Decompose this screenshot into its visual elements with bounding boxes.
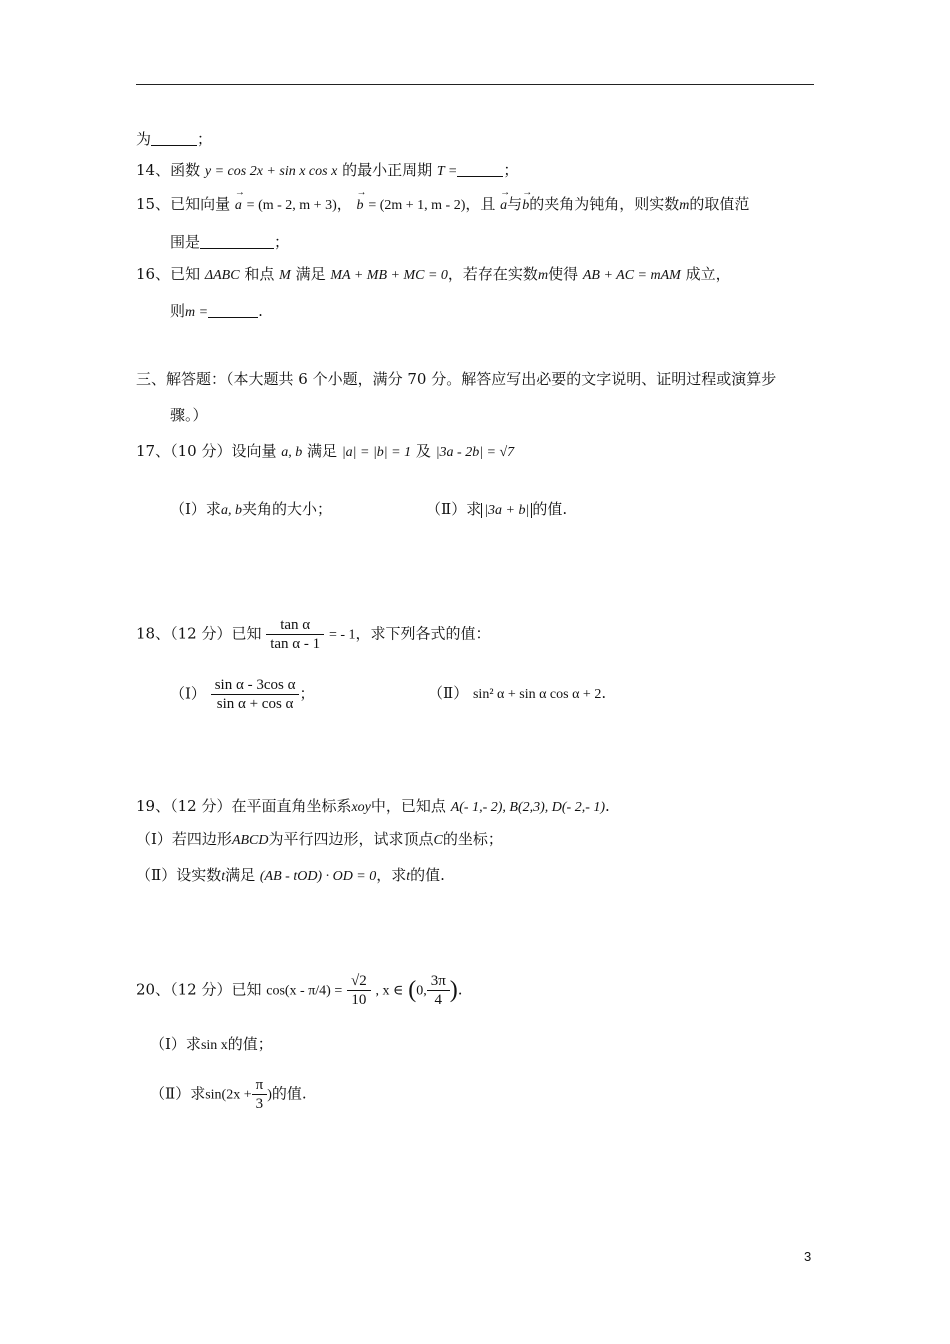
vector-a: → a <box>235 198 242 215</box>
q14-expression: y = cos 2x + sin x cos x <box>204 164 338 179</box>
vector-b-ref: → b <box>522 198 529 215</box>
question-15-line2: 围是 ； <box>170 233 290 251</box>
vector-a-ref: → a <box>500 198 507 215</box>
q20-cos-expression: cos(x - π/4) = <box>266 983 343 999</box>
q20-pi-fraction: $\frac{\pi}{3}$ <box>252 1076 268 1113</box>
question-17-part-2: （Ⅱ）求 |3a + b| 的值. <box>426 500 568 518</box>
answer-blank-13 <box>151 131 197 146</box>
question-19-part-2: （Ⅱ）设实数t满足 (AB - tOD) · OD = 0，求t的值. <box>136 866 445 884</box>
section-3-heading-line2: 骤。） <box>170 406 208 424</box>
answer-blank-14 <box>457 162 503 177</box>
q15-b-expression: = (2m + 1, m - 2) <box>368 198 466 213</box>
q17-condition-1: |a| = |b| = 1 <box>341 445 412 460</box>
question-20: 20、（12 分）已知 cos(x - π/4) = $\frac{√2}{10}$ , x ∈ (0, $\frac{3\pi}{4}$ ). <box>136 973 463 1008</box>
continued-line: 为 ； <box>136 130 213 148</box>
answer-blank-16 <box>208 303 258 318</box>
q18-part2-expression: sin² α + sin α cos α + 2 <box>472 687 602 702</box>
q19-dot-product: (AB - tOD) · OD = 0 <box>259 869 377 884</box>
section-3-heading: 三、解答题：（本大题共 6 个小题，满分 70 分。解答应写出必要的文字说明、证明过程或演算步 <box>136 370 777 388</box>
q19-points: A(- 1,- 2), B(2,3), D(- 2,- 1) <box>450 800 606 815</box>
q20-sin-x: sin x <box>200 1038 228 1053</box>
q17-abs-expression: |3a + b| <box>481 503 532 518</box>
q18-part1-fraction: $\frac{\text{sin α - 3cos α}}{\text{sin α + cos α}}$ <box>211 676 300 713</box>
q17-condition-2: |3a - 2b| = √7 <box>435 445 515 460</box>
question-15: 15、已知向量 → a = (m - 2, m + 3)， → b = (2m + 1, m - 2)，且 → a与→ b的夹角为钝角，则实数m的取值范 <box>136 195 749 215</box>
question-20-part-1: （Ⅰ）求sin x的值； <box>150 1035 273 1053</box>
q15-a-expression: = (m - 2, m + 3) <box>246 198 337 213</box>
q18-fraction: $\frac{\text{tan α}}{\text{tan α - 1}}$ <box>266 616 324 653</box>
question-17-part-1: （Ⅰ）求a, b夹角的大小； <box>170 500 332 518</box>
header-rule <box>136 84 814 85</box>
question-19: 19、（12 分）在平面直角坐标系xoy中，已知点 A(- 1,- 2), B(2,3), D(- 2,- 1). <box>136 797 610 815</box>
question-18-part-2: （Ⅱ） sin² α + sin α cos α + 2. <box>428 684 607 702</box>
vector-b: → b <box>357 198 364 215</box>
q17-vectors: a, b <box>281 445 303 460</box>
question-20-part-2: （Ⅱ）求sin(2x + $\frac{\pi}{3}$ )的值. <box>150 1077 307 1112</box>
question-16-line2: 则m = . <box>170 302 263 320</box>
q16-vector-sum: MA + MB + MC = 0 <box>330 268 448 283</box>
page-number: 3 <box>804 1249 812 1264</box>
continued-text: 为 <box>136 130 152 148</box>
question-18: 18、（12 分）已知 $\frac{\text{tan α}}{\text{tan α - 1}}$ = - 1，求下列各式的值： <box>136 617 491 652</box>
question-16: 16、已知 ΔABC 和点 M 满足 MA + MB + MC = 0，若存在实数m使得 AB + AC = mAM 成立， <box>136 265 731 283</box>
question-14: 14、函数 y = cos 2x + sin x cos x 的最小正周期 T = ； <box>136 161 519 179</box>
q20-value-fraction: $\frac{√2}{10}$ <box>347 972 371 1009</box>
question-17: 17、（10 分）设向量 a, b 满足 |a| = |b| = 1 及 |3a - 2b| = √7 <box>136 442 515 460</box>
question-18-part-1: （Ⅰ） $\frac{\text{sin α - 3cos α}}{\text{sin α + cos α}}$ ； <box>170 677 315 712</box>
q16-vector-equation: AB + AC = mAM <box>582 268 681 283</box>
q14-variable: T = <box>436 164 458 179</box>
q20-interval-fraction: $\frac{3\pi}{4}$ <box>427 972 450 1009</box>
triangle-abc: ΔABC <box>204 268 240 283</box>
answer-blank-15 <box>200 234 274 249</box>
question-19-part-1: （Ⅰ）若四边形ABCD为平行四边形，试求顶点C的坐标； <box>136 830 503 848</box>
